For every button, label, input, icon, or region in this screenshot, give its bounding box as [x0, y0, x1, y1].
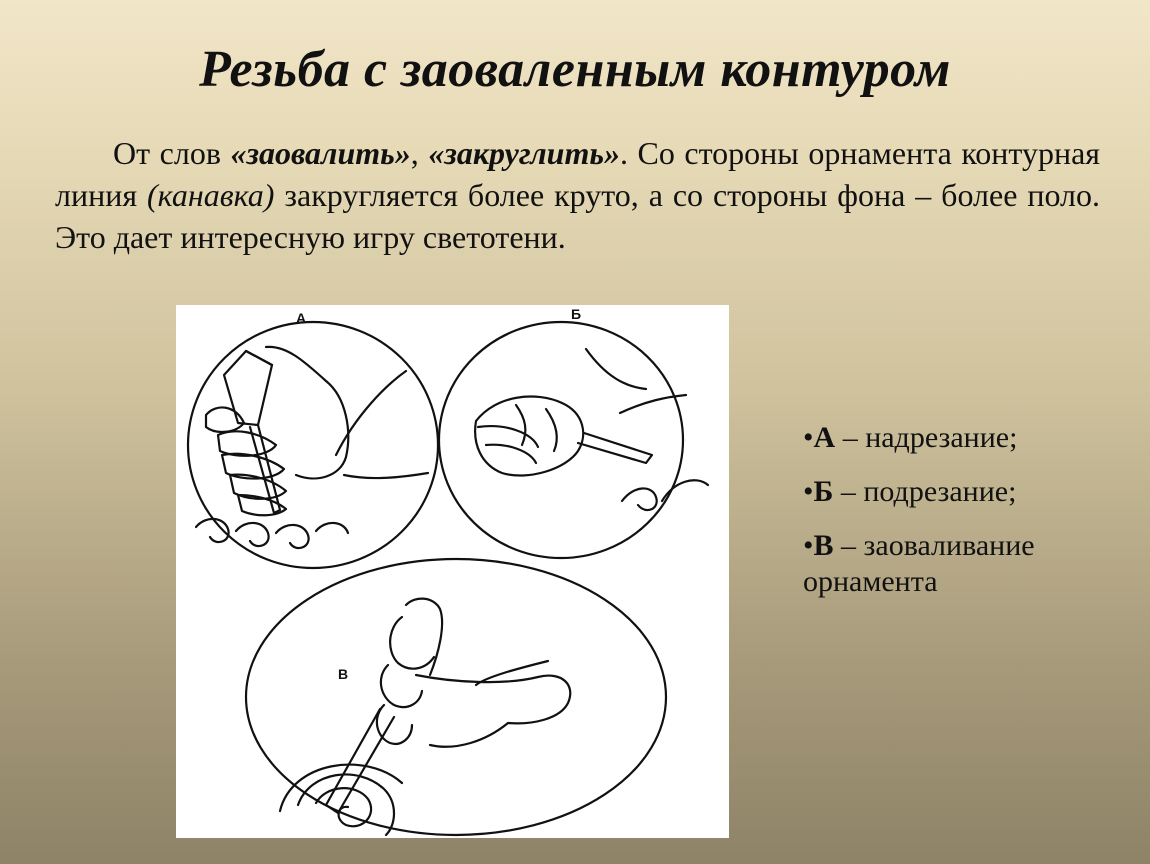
- legend-bullet: •: [803, 475, 814, 508]
- legend-item-b: [803, 474, 1123, 510]
- paragraph-text-1: От слов: [113, 135, 231, 171]
- legend-letter-a: А: [813, 421, 836, 454]
- carving-illustration: [176, 305, 729, 838]
- legend-bullet: •: [803, 421, 814, 454]
- term-zakruglit: «закруглить»: [428, 135, 620, 171]
- label-b: Б: [571, 306, 582, 322]
- circle-v: [246, 559, 666, 835]
- paragraph-text-4: закругляется более круто, а со стороны фона – более поло. Это дает интересную игру светотени.: [55, 177, 1101, 255]
- label-v: В: [338, 666, 349, 682]
- paragraph-text-2: ,: [410, 135, 429, 171]
- term-kanavka: (канавка): [147, 177, 275, 213]
- legend-letter-v: В: [813, 529, 834, 562]
- intro-paragraph: [55, 132, 1100, 258]
- stages-legend: [803, 420, 1123, 618]
- slide-title: Резьба с заоваленным контуром: [199, 41, 951, 98]
- legend-letter-b: Б: [813, 475, 834, 508]
- legend-item-v: [803, 528, 1123, 600]
- paragraph-text-3: . Со стороны орнамента контурная линия: [55, 135, 1101, 213]
- illustration-drawing: [176, 305, 729, 838]
- circle-a: [188, 322, 438, 568]
- legend-bullet: •: [803, 529, 814, 562]
- legend-text-b: – подрезание;: [833, 475, 1017, 508]
- label-a: А: [296, 310, 307, 326]
- legend-text-a: – надрезание;: [835, 421, 1018, 454]
- legend-item-a: [803, 420, 1123, 456]
- legend-text-v: – заоваливание орнамента: [803, 529, 1035, 598]
- term-zaovalit: «заовалить»: [230, 135, 411, 171]
